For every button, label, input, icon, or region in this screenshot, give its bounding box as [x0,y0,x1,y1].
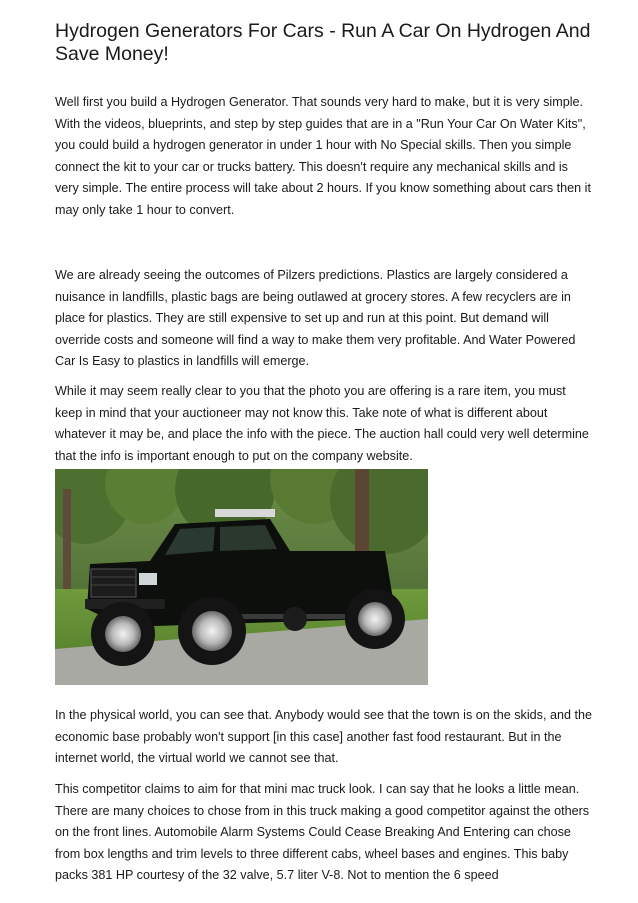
document-title: Hydrogen Generators For Cars - Run A Car On Hydrogen And Save Money! [55,20,591,65]
paragraph-pilzer-predictions: We are already seeing the outcomes of Pilzers predictions. Plastics are largely considered a nuisance in landfills, plastic bags are being outlawed at grocery stores. A few recyclers are in place for plastics. They are still expensive to set up and run at this point. But demand will override costs and someone will find a way to make them very profitable. And Water Powered Car Is Easy to plastics in landfills will emerge. [55,268,576,369]
paragraph-competitor: This competitor claims to aim for that mini mac truck look. I can say that he looks a little mean. There are many choices to chose from in this truck making a good competitor against the others on the front lines. Automobile Alarm Systems Could Cease Breaking And Entering can chose from box lengths and trim levels to three different cabs, wheel bases and engines. This baby packs 381 HP courtesy of the 32 valve, 5.7 liter V-8. Not to mention the 6 speed [55,782,590,883]
paragraph-physical-world: In the physical world, you can see that. Anybody would see that the town is on the skids, and the economic base probably won't support [in this case] another fast food restaurant. But in the internet world, the virtual world we cannot see that. [55,708,592,766]
truck-photo [55,469,428,685]
paragraph-auction-photo: While it may seem really clear to you that the photo you are offering is a rare item, you must keep in mind that your auctioneer may not know this. Take note of what is different about whatever it may be, and place the info with the piece. The auction hall could very well determine that the info is important enough to put on the company website. [55,384,589,463]
paragraph-hydrogen-generator: Well first you build a Hydrogen Generator. That sounds very hard to make, but it is very simple. With the videos, blueprints, and step by step guides that are in a "Run Your Car On Water Kits", you could build a hydrogen generator in under 1 hour with No Special skills. Then you simple connect the kit to your car or trucks battery. This doesn't require any mechanical skills and is very simple. The entire process will take about 2 hours. If you know something about cars then it may only take 1 hour to convert. [55,95,591,217]
